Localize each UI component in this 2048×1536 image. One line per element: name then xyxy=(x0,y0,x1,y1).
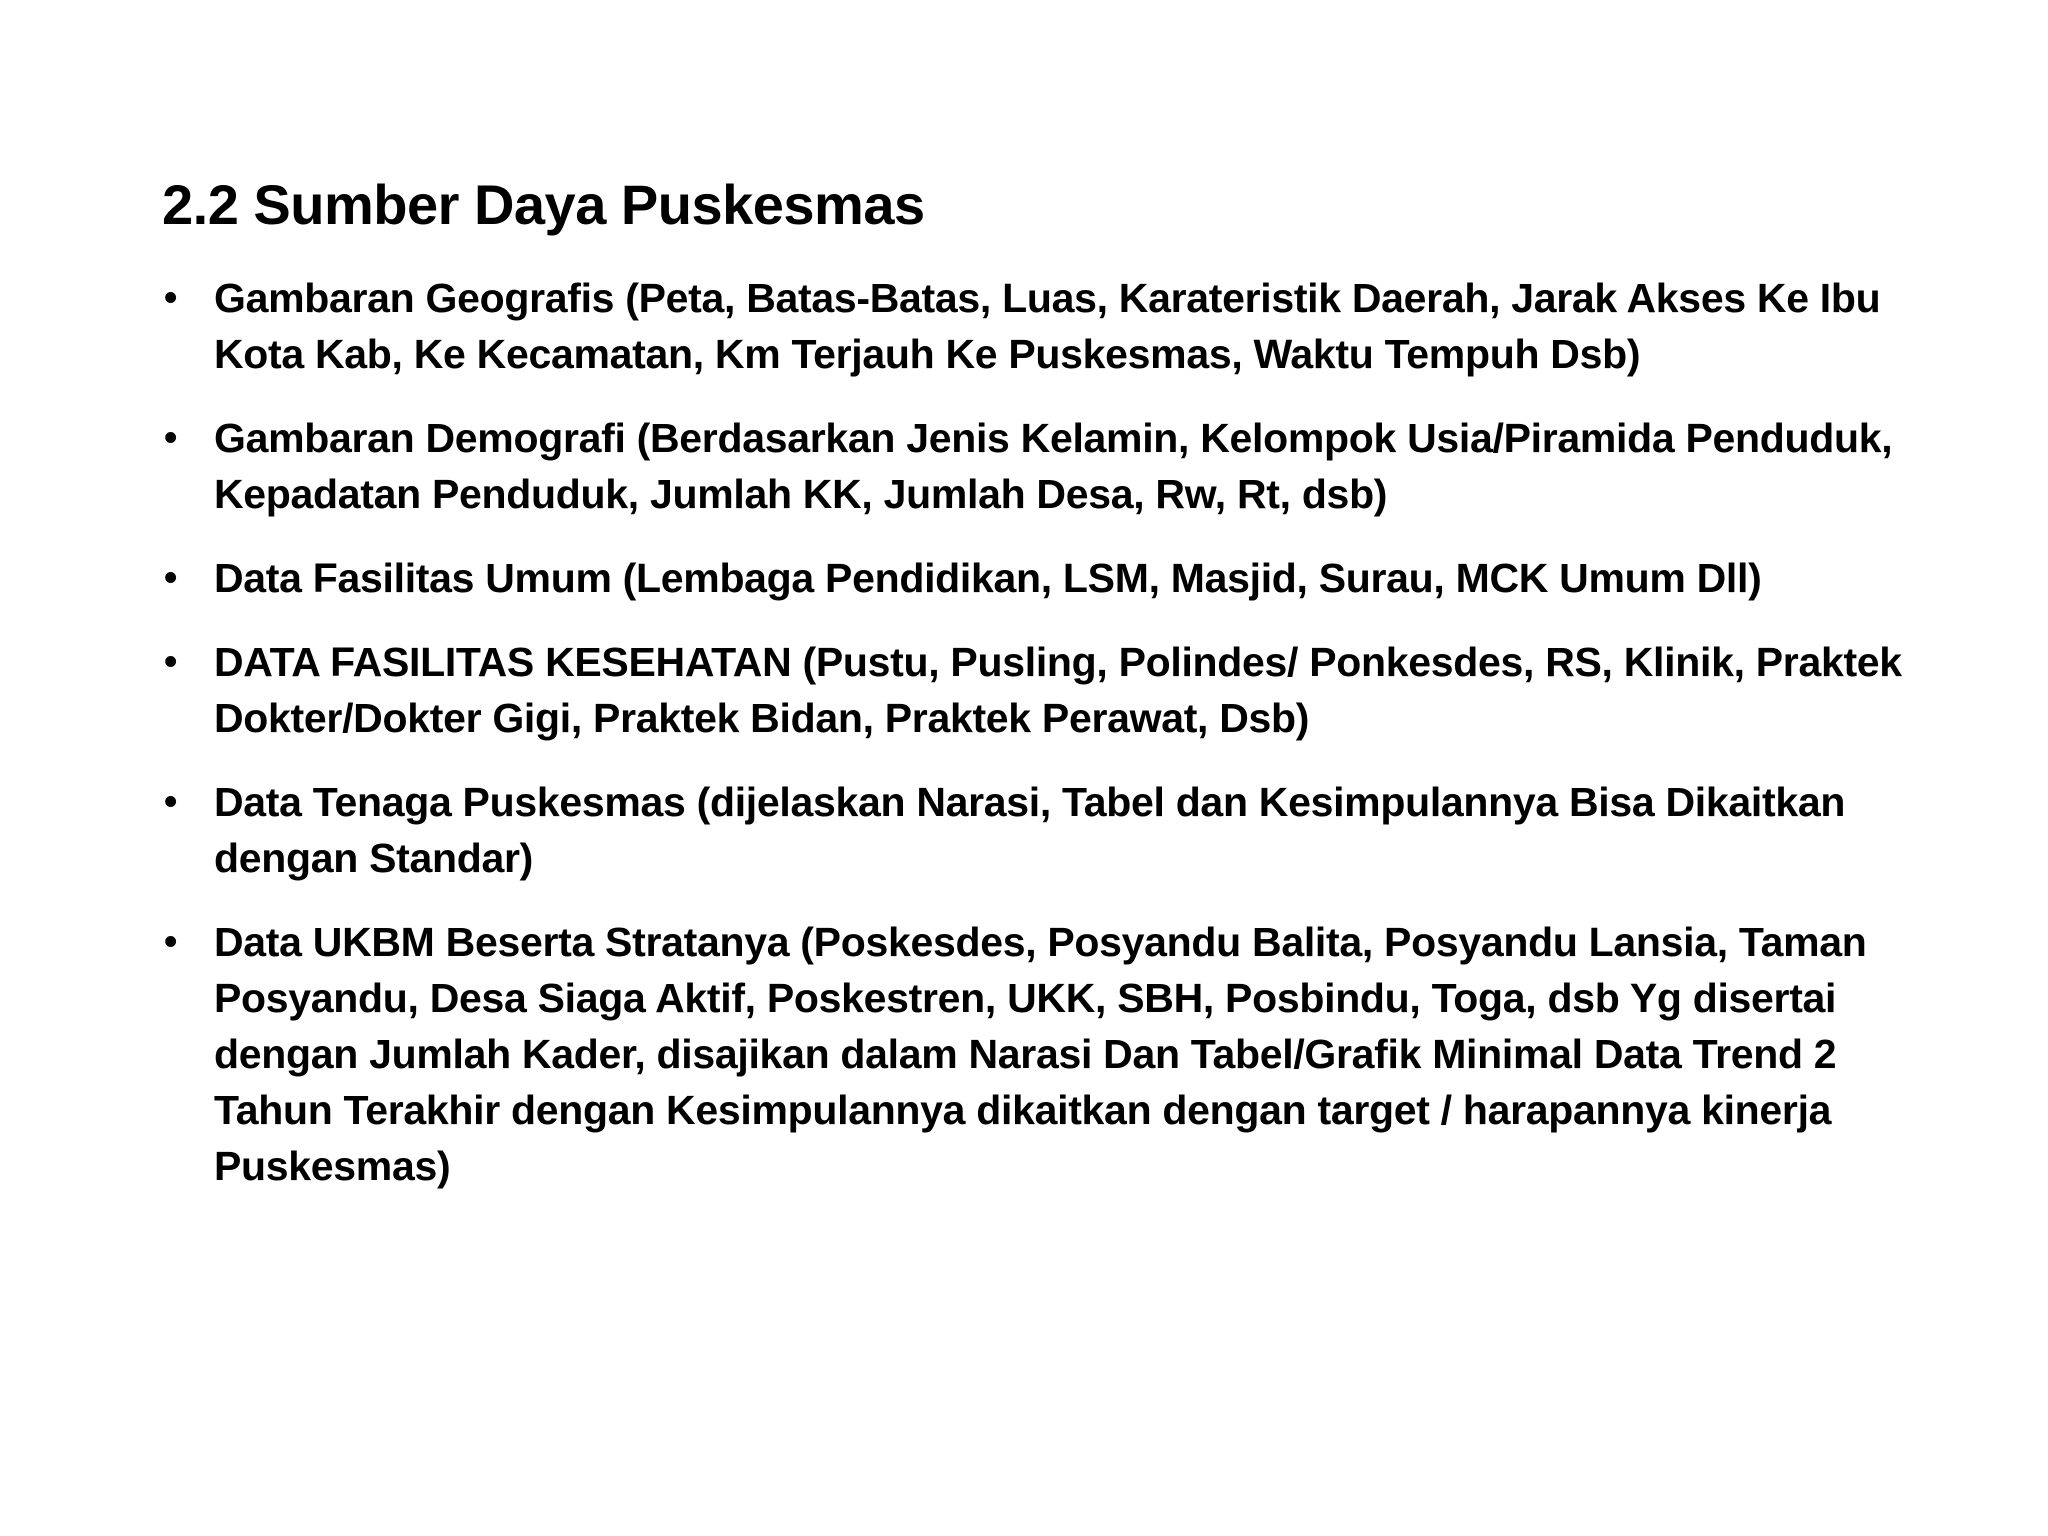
slide-title: 2.2 Sumber Daya Puskesmas xyxy=(162,173,925,236)
bullet-list xyxy=(162,270,1902,1222)
bullet-icon: • xyxy=(164,781,178,823)
bullet-item-fasilitas-umum xyxy=(162,550,1902,606)
bullet-icon: • xyxy=(164,921,178,963)
bullet-item-geografi xyxy=(162,270,1902,382)
bullet-icon: • xyxy=(164,557,178,599)
bullet-item-ukbm xyxy=(162,914,1902,1194)
bullet-item-fasilitas-kesehatan xyxy=(162,634,1902,746)
bullet-item-tenaga xyxy=(162,774,1902,886)
bullet-icon: • xyxy=(164,641,178,683)
bullet-icon: • xyxy=(164,417,178,459)
bullet-text: Gambaran Geografis (Peta, Batas-Batas, Luas, Karateristik Daerah, Jarak Akses Ke Ibu Kota Kab, Ke Kecamatan, Km Terjauh Ke Puskesmas, Waktu Tempuh Dsb) xyxy=(214,275,1881,377)
bullet-text: Gambaran Demografi (Berdasarkan Jenis Kelamin, Kelompok Usia/Piramida Penduduk, Kepadatan Penduduk, Jumlah KK, Jumlah Desa, Rw, Rt, dsb) xyxy=(214,415,1893,517)
bullet-icon: • xyxy=(164,277,178,319)
bullet-text: Data UKBM Beserta Stratanya (Poskesdes, Posyandu Balita, Posyandu Lansia, Taman Posyandu, Desa Siaga Aktif, Poskestren, UKK, SBH, Posbindu, Toga, dsb Yg disertai dengan Jumlah Kader, disajikan dalam Narasi Dan Tabel/Grafik Minimal Data Trend 2 Tahun Terakhir dengan Kesimpulannya dikaitkan dengan target / harapannya kinerja Puskesmas) xyxy=(214,919,1867,1189)
bullet-text: Data Fasilitas Umum (Lembaga Pendidikan, LSM, Masjid, Surau, MCK Umum Dll) xyxy=(214,555,1762,601)
bullet-item-demografi xyxy=(162,410,1902,522)
bullet-text: DATA FASILITAS KESEHATAN (Pustu, Pusling, Polindes/ Ponkesdes, RS, Klinik, Praktek Dokter/Dokter Gigi, Praktek Bidan, Praktek Perawat, Dsb) xyxy=(214,639,1902,741)
bullet-text: Data Tenaga Puskesmas (dijelaskan Narasi, Tabel dan Kesimpulannya Bisa Dikaitkan dengan Standar) xyxy=(214,779,1846,881)
